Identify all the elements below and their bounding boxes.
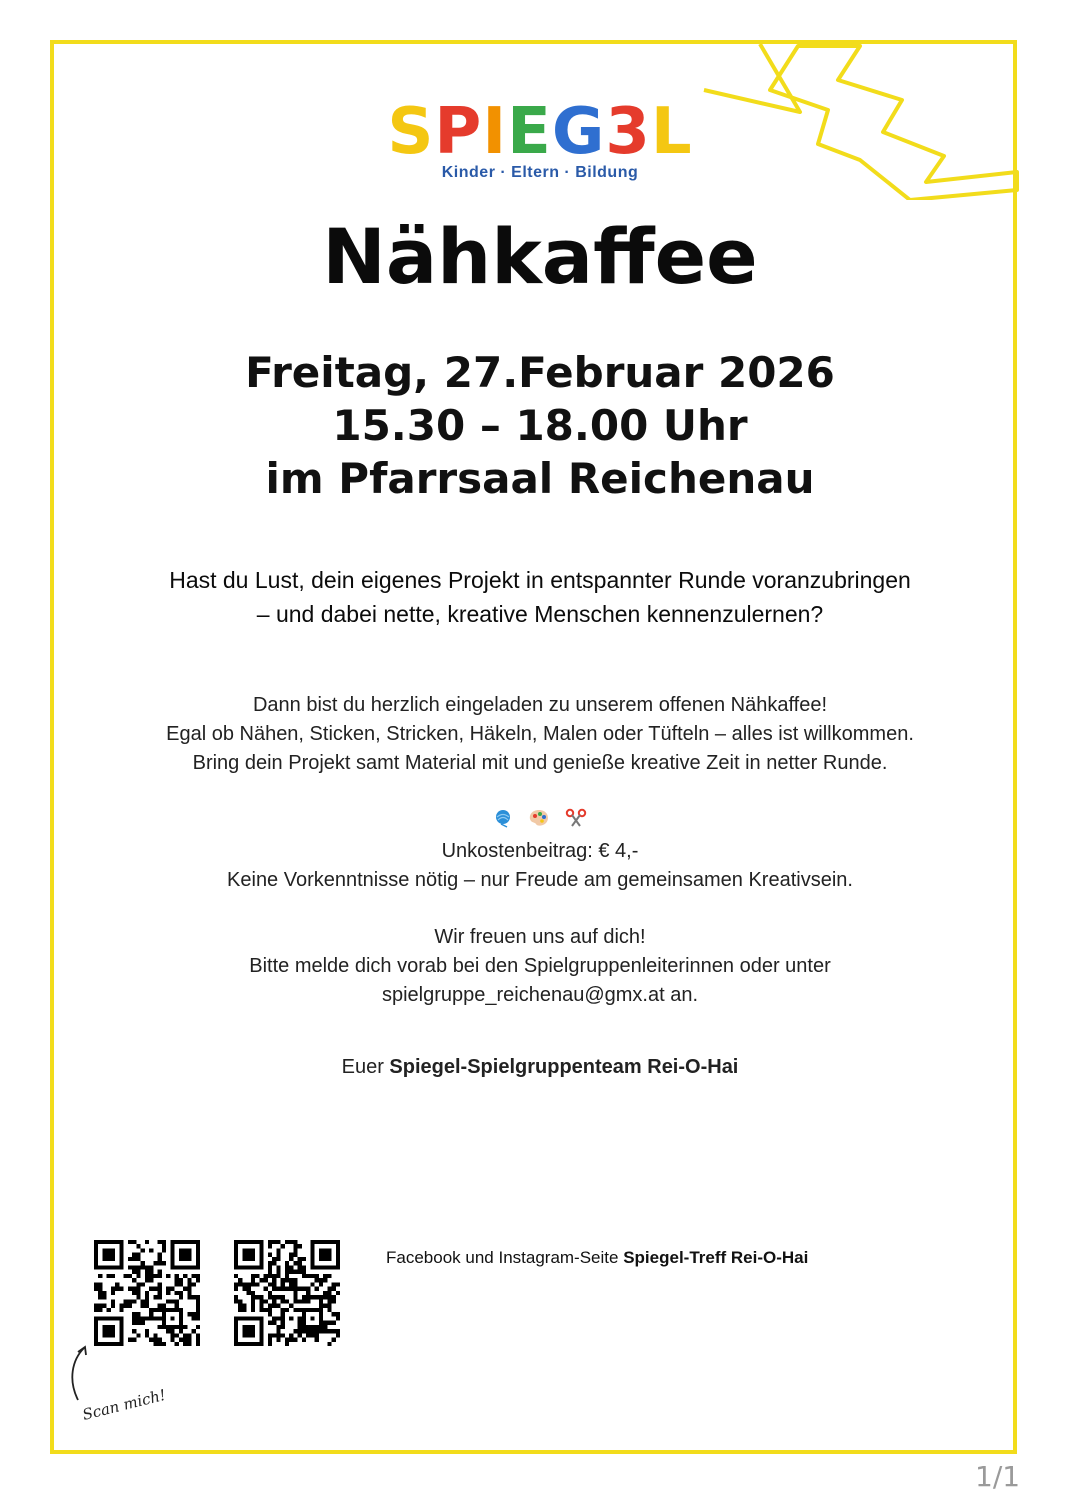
event-details	[0, 346, 1080, 505]
signup-line: Bitte melde dich vorab bei den Spielgruppenleiterinnen oder unter	[249, 955, 831, 977]
social-name: Spiegel-Treff Rei-O-Hai	[623, 1248, 809, 1267]
logo-letter: I	[482, 95, 508, 169]
logo-letter: G	[551, 95, 606, 169]
spiegel-logo	[0, 96, 1080, 182]
invite-line: Bring dein Projekt samt Material mit und genieße kreative Zeit in netter Runde.	[192, 752, 888, 774]
logo-letter: P	[434, 95, 483, 169]
page-title: Nähkaffee	[322, 212, 758, 301]
palette-icon	[528, 808, 550, 832]
fee-paragraph	[0, 837, 1080, 895]
scan-me-note	[66, 1340, 176, 1430]
scissors-icon	[565, 808, 587, 832]
signup-email: spielgruppe_reichenau@gmx.at an.	[381, 984, 699, 1006]
qr-code[interactable]	[234, 1240, 340, 1346]
logo-letter: 3	[605, 95, 651, 169]
event-place: im Pfarrsaal Reichenau	[265, 454, 815, 503]
logo-wordmark	[0, 96, 1080, 168]
fee-line: Unkostenbeitrag: € 4,-	[441, 840, 639, 862]
invite-paragraph	[0, 691, 1080, 778]
signup-line: Wir freuen uns auf dich!	[434, 926, 646, 948]
emoji-row	[0, 808, 1080, 832]
logo-letter: L	[650, 95, 693, 169]
logo-tagline: Kinder · Eltern · Bildung	[441, 164, 639, 181]
lead-line: Hast du Lust, dein eigenes Projekt in entspannter Runde voranzubringen	[169, 567, 911, 593]
signature-prefix: Euer	[341, 1056, 384, 1078]
logo-letter: S	[387, 95, 435, 169]
social-prefix: Facebook und Instagram-Seite	[386, 1248, 619, 1267]
signature	[0, 1053, 1080, 1082]
lead-question	[0, 563, 1080, 631]
event-time: 15.30 – 18.00 Uhr	[332, 401, 748, 450]
logo-letter: E	[507, 95, 552, 169]
scan-me-text: Scan mich!	[80, 1385, 168, 1424]
invite-line: Egal ob Nähen, Sticken, Stricken, Häkeln, Malen oder Tüfteln – alles ist willkommen.	[166, 723, 914, 745]
fee-line: Keine Vorkenntnisse nötig – nur Freude am gemeinsamen Kreativsein.	[227, 869, 853, 891]
qr-code[interactable]	[94, 1240, 200, 1346]
event-date: Freitag, 27.Februar 2026	[245, 348, 835, 397]
yarn-icon	[493, 808, 513, 832]
page-indicator: 1/1	[975, 1460, 1021, 1493]
invite-line: Dann bist du herzlich eingeladen zu unserem offenen Nähkaffee!	[252, 694, 828, 716]
signup-paragraph	[0, 923, 1080, 1010]
lead-line: – und dabei nette, kreative Menschen kennenzulernen?	[256, 601, 824, 627]
social-media-note	[386, 1248, 808, 1268]
team-name: Spiegel-Spielgruppenteam Rei-O-Hai	[389, 1056, 739, 1078]
